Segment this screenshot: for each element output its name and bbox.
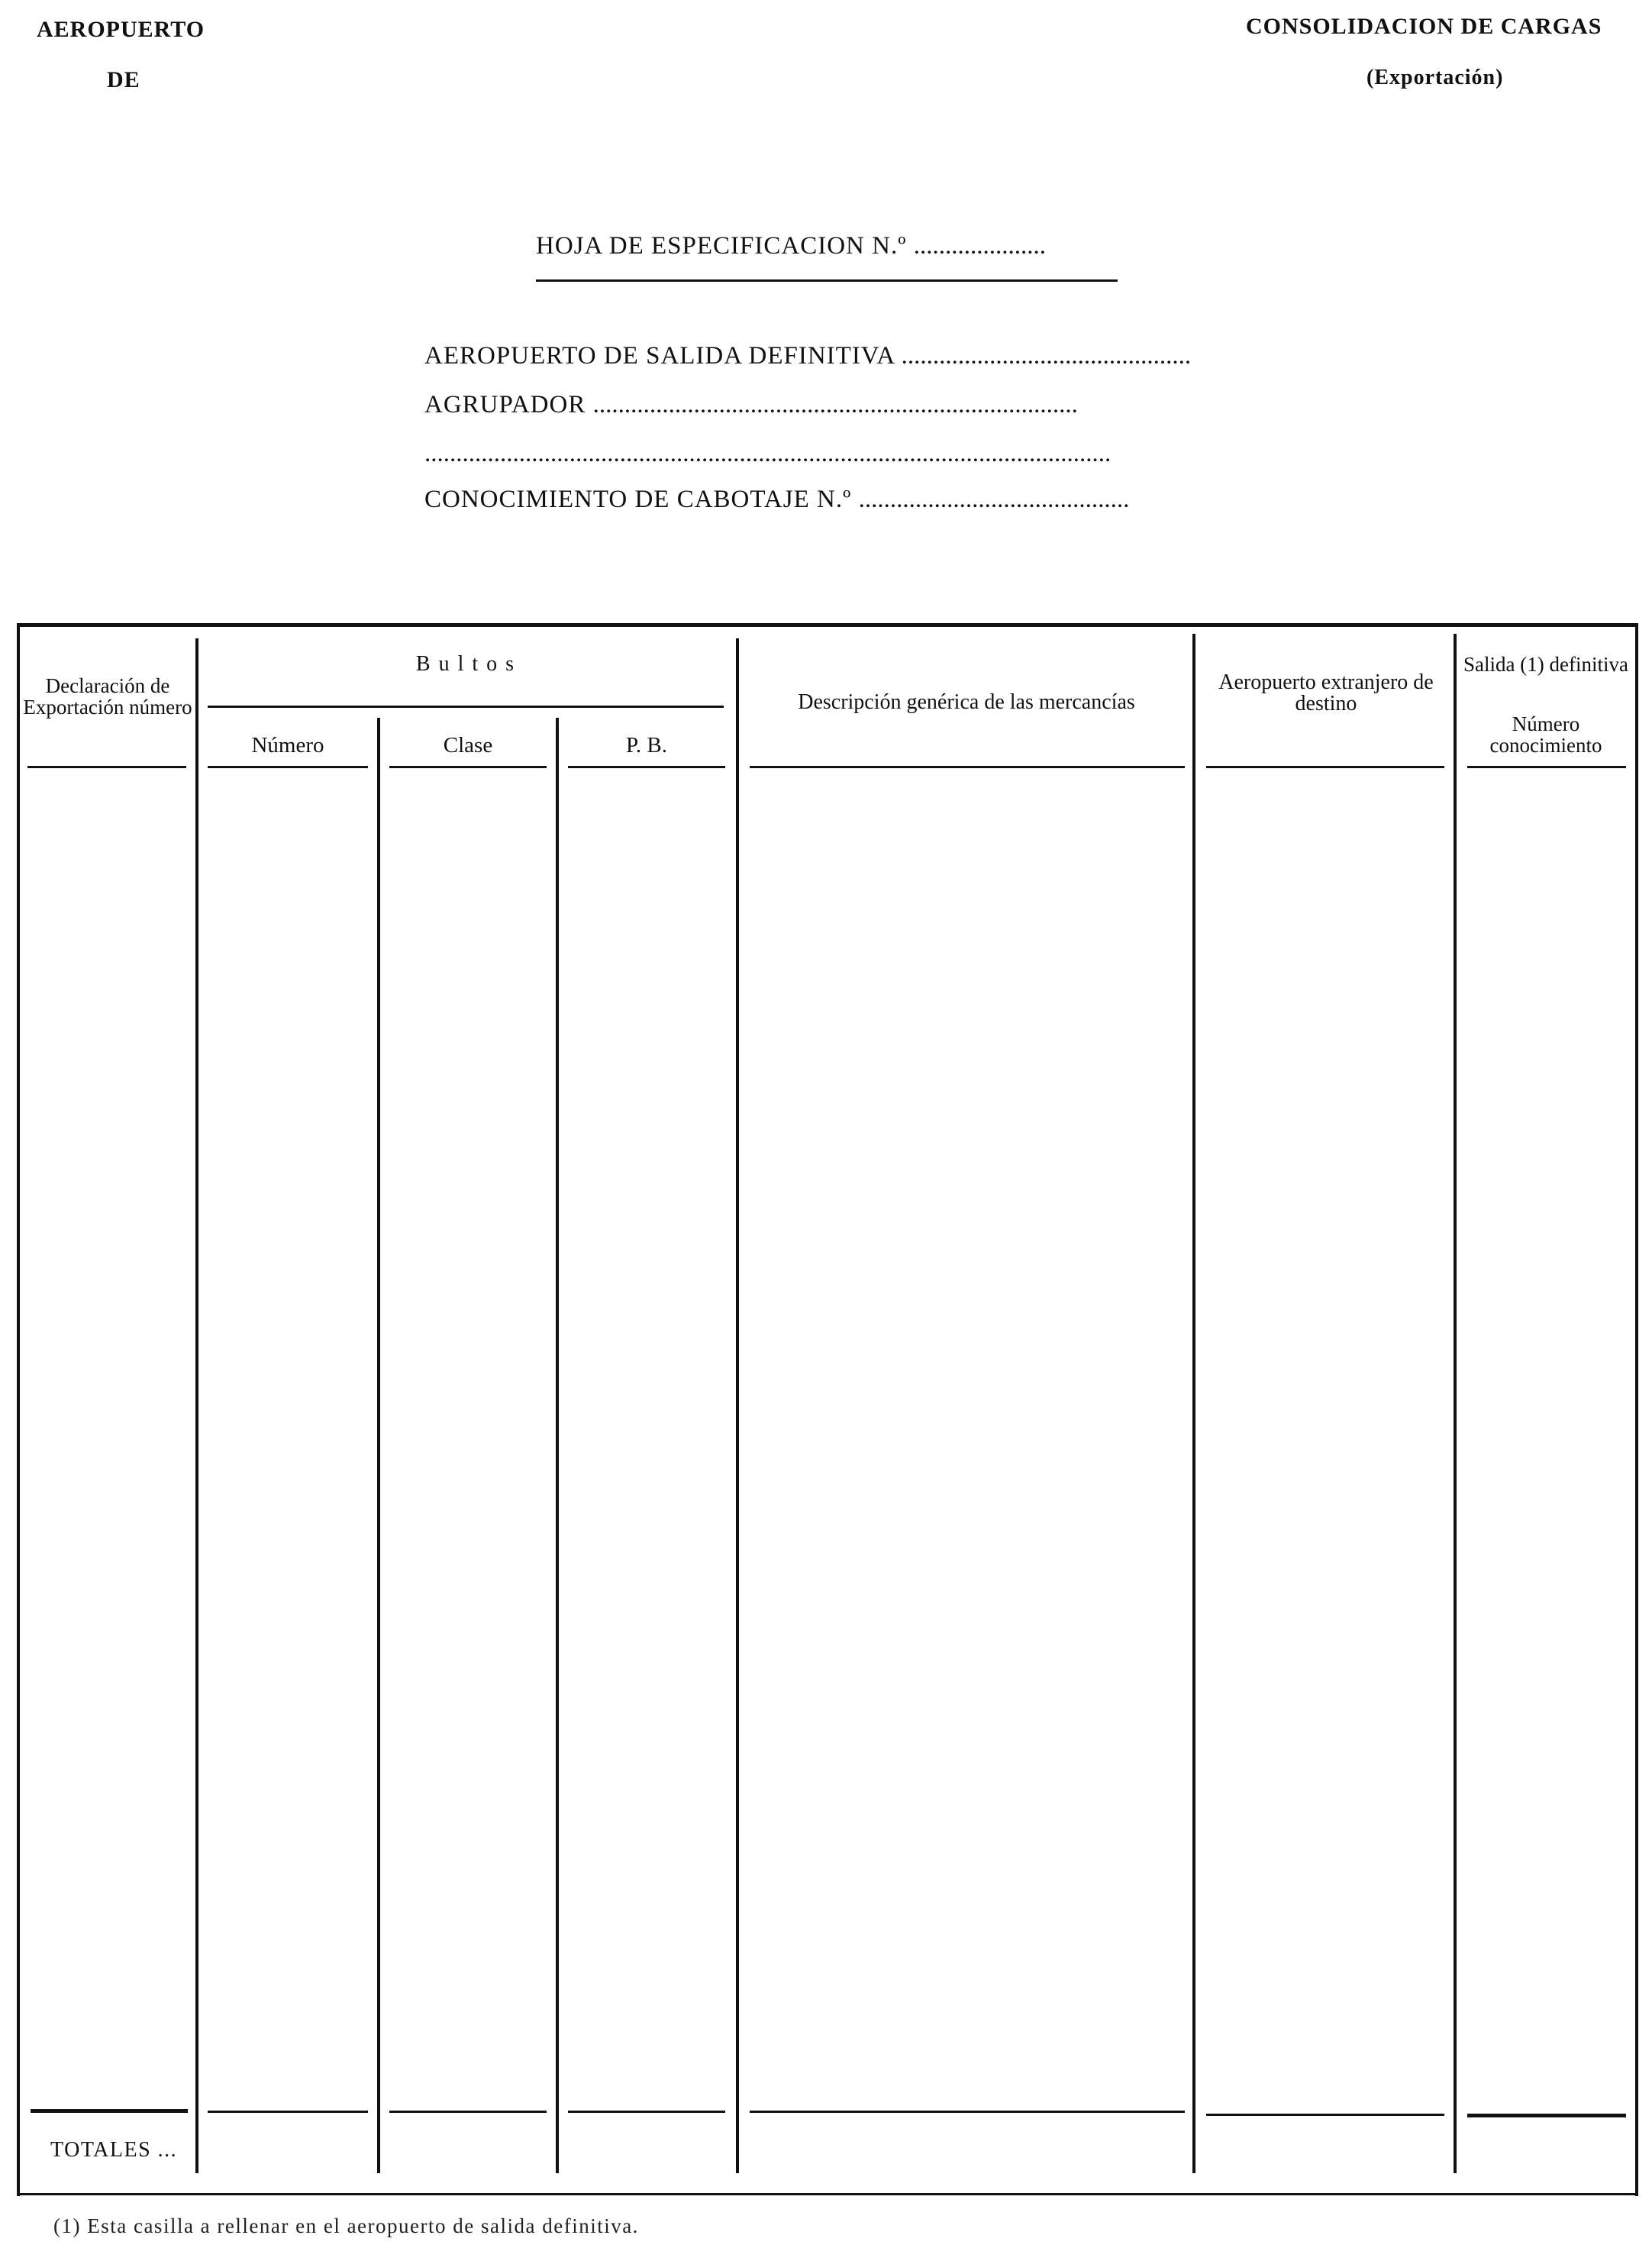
field-agrupador	[424, 391, 1078, 419]
header-line-descripcion	[750, 766, 1185, 768]
field-agrupador-dots: .............................................................................	[592, 391, 1078, 418]
col-divider-1	[195, 638, 198, 2173]
header-line-declaracion	[27, 766, 186, 768]
header-line-pb	[568, 766, 725, 768]
col-divider-4	[736, 638, 739, 2173]
header-line-numero	[208, 766, 368, 768]
totals-label: TOTALES ...	[50, 2138, 178, 2162]
totals-line-descripcion	[750, 2111, 1185, 2113]
col-header-pb: P. B.	[625, 733, 667, 757]
col-divider-2	[377, 718, 380, 2173]
page-title	[536, 232, 1046, 260]
col-header-aeropuerto: Aeropuerto extranjero de destino	[1218, 670, 1434, 715]
header-consolidacion: CONSOLIDACION DE CARGAS	[1246, 14, 1602, 39]
title-label: HOJA DE ESPECIFICACION N.º	[536, 232, 907, 260]
col-divider-6	[1454, 634, 1457, 2173]
col-header-salida: Salida (1) definitiva	[1463, 653, 1628, 676]
col-header-conocimiento: Número conocimiento	[1489, 712, 1602, 757]
col-header-numero: Número	[251, 733, 324, 757]
field-blank-line	[424, 440, 1111, 468]
header-line-aeropuerto	[1206, 766, 1444, 768]
field-agrupador-label: AGRUPADOR	[424, 391, 586, 418]
table-bottom-border	[17, 2193, 1638, 2195]
title-underline	[536, 279, 1118, 282]
bultos-divider	[208, 706, 724, 708]
field-salida-dots: ..............................................	[901, 342, 1192, 370]
col-header-descripcion: Descripción genérica de las mercancías	[798, 690, 1135, 714]
footnote: (1) Esta casilla a rellenar en el aeropuerto de salida definitiva.	[53, 2214, 639, 2237]
header-line-salida	[1467, 766, 1626, 768]
header-line-clase	[389, 766, 547, 768]
title-dots: .....................	[913, 232, 1046, 260]
col-header-declaracion: Declaración de Exportación número	[23, 674, 192, 719]
totals-line-aeropuerto	[1206, 2114, 1444, 2116]
totals-line-salida	[1467, 2114, 1626, 2117]
col-header-bultos: B u l t o s	[415, 652, 516, 676]
totals-line-clase	[389, 2111, 547, 2113]
field-salida	[424, 342, 1191, 370]
field-salida-label: AEROPUERTO DE SALIDA DEFINITIVA	[424, 342, 895, 370]
table-top-border	[17, 623, 1638, 627]
table-right-border	[1635, 623, 1638, 2196]
header-airport: AEROPUERTO	[37, 17, 205, 42]
col-header-clase: Clase	[443, 733, 493, 757]
totals-line-numero	[208, 2111, 368, 2113]
field-cabotaje	[424, 486, 1129, 514]
field-blank-dots: .............................................................................................................	[424, 440, 1112, 467]
totals-line-pb	[568, 2111, 725, 2113]
field-cabotaje-label: CONOCIMIENTO DE CABOTAJE N.º	[424, 486, 852, 513]
header-airport-de: DE	[107, 67, 140, 92]
header-exportacion: (Exportación)	[1366, 66, 1504, 89]
totals-line-declaracion	[31, 2109, 188, 2113]
field-cabotaje-dots: ...........................................	[858, 486, 1130, 513]
col-divider-5	[1192, 634, 1195, 2173]
col-divider-3	[556, 718, 559, 2173]
table-left-border	[17, 623, 20, 2196]
